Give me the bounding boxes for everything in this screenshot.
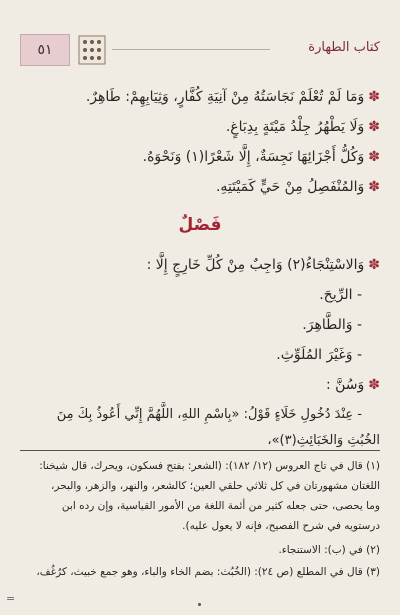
star-icon: ✽ bbox=[368, 149, 380, 165]
text-line: الخُبُثِ وَالخَبَائِثِ(٣)»، bbox=[267, 433, 380, 448]
footnote-line: وما يحصى، حتى جعله كثير من أئمة اللغة من الأمور القياسية، وإن رده ابن bbox=[61, 500, 380, 512]
text-line: - وَالطَّاهِرَ. bbox=[302, 317, 362, 333]
text-line: ✽وَالاسْتِنْجَاءُ(٢) وَاجِبٌ مِنْ كُلِّ خَارِجٍ إِلَّا : bbox=[146, 257, 380, 273]
star-icon: ✽ bbox=[368, 377, 380, 393]
section-title: فَصْلٌ bbox=[178, 215, 222, 235]
footnote-line: درستويه في شرح الفصيح، فإنه لا يعول عليه). bbox=[182, 520, 380, 532]
page-number-box bbox=[20, 34, 70, 66]
text-line: - وَغَيْرَ المُلَوِّثِ. bbox=[276, 347, 362, 363]
bottom-dot bbox=[198, 603, 201, 606]
footnote-line: اللغتان مشهورتان في كل ثلاثي حلقي العين؛ كالشعر، والنهر، والزهر، والبحر، bbox=[51, 480, 380, 492]
page-header bbox=[20, 34, 380, 66]
text-line: ✽وَمَا لَمْ تُعْلَمْ نَجَاسَتُهُ مِنْ آنِيَةِ كُفَّارٍ، وَثِيَابِهِمْ: طَاهِرٌ. bbox=[85, 89, 380, 105]
footnote-line: (١) قال في تاج العروس (١٢/ ١٨٢): (الشعر: بفتح فسكون، ويحرك، قال شيخنا: bbox=[39, 460, 380, 472]
text-line: ✽وَالمُنْفَصِلُ مِنْ حَيٍّ كَمَيْتَتِهِ. bbox=[215, 179, 380, 195]
footnote-line: (٣) قال في المطلع (ص ٢٤): (الخُبُث: بضم الخاء والباء، وهو جمع خبيث، كرُغُف، bbox=[36, 566, 380, 578]
ornament-icon bbox=[78, 35, 106, 65]
text-line: ✽وَسُنَّ : bbox=[325, 377, 380, 393]
header-rule bbox=[112, 49, 270, 50]
text-line: - عِنْدَ دُخُولِ خَلَاءٍ قَوْلُ: «بِاسْمِ اللهِ، اللَّهُمَّ إِنِّي أَعُوذُ بِكَ مِنَ bbox=[56, 407, 362, 422]
text-line: - الرِّيحَ. bbox=[319, 287, 362, 303]
star-icon: ✽ bbox=[368, 257, 380, 273]
star-icon: ✽ bbox=[368, 89, 380, 105]
page-number: ٥١ bbox=[37, 42, 53, 58]
footnote-divider bbox=[20, 450, 380, 451]
star-icon: ✽ bbox=[368, 119, 380, 135]
footnote-line: (٢) في (ب): الاستنجاء. bbox=[278, 544, 380, 556]
star-icon: ✽ bbox=[368, 179, 380, 195]
text-line: ✽وَلَا يَطْهُرُ جِلْدُ مَيْتَةٍ بِدِبَاغٍ. bbox=[225, 119, 380, 135]
continuation-mark: = bbox=[6, 592, 16, 605]
text-line: ✽وَكُلُّ أَجْزَائِهَا نَجِسَةٌ، إِلَّا شَعْرًا(١) وَنَحْوَهُ. bbox=[142, 149, 380, 165]
running-title: كتاب الطهارة bbox=[308, 40, 380, 55]
